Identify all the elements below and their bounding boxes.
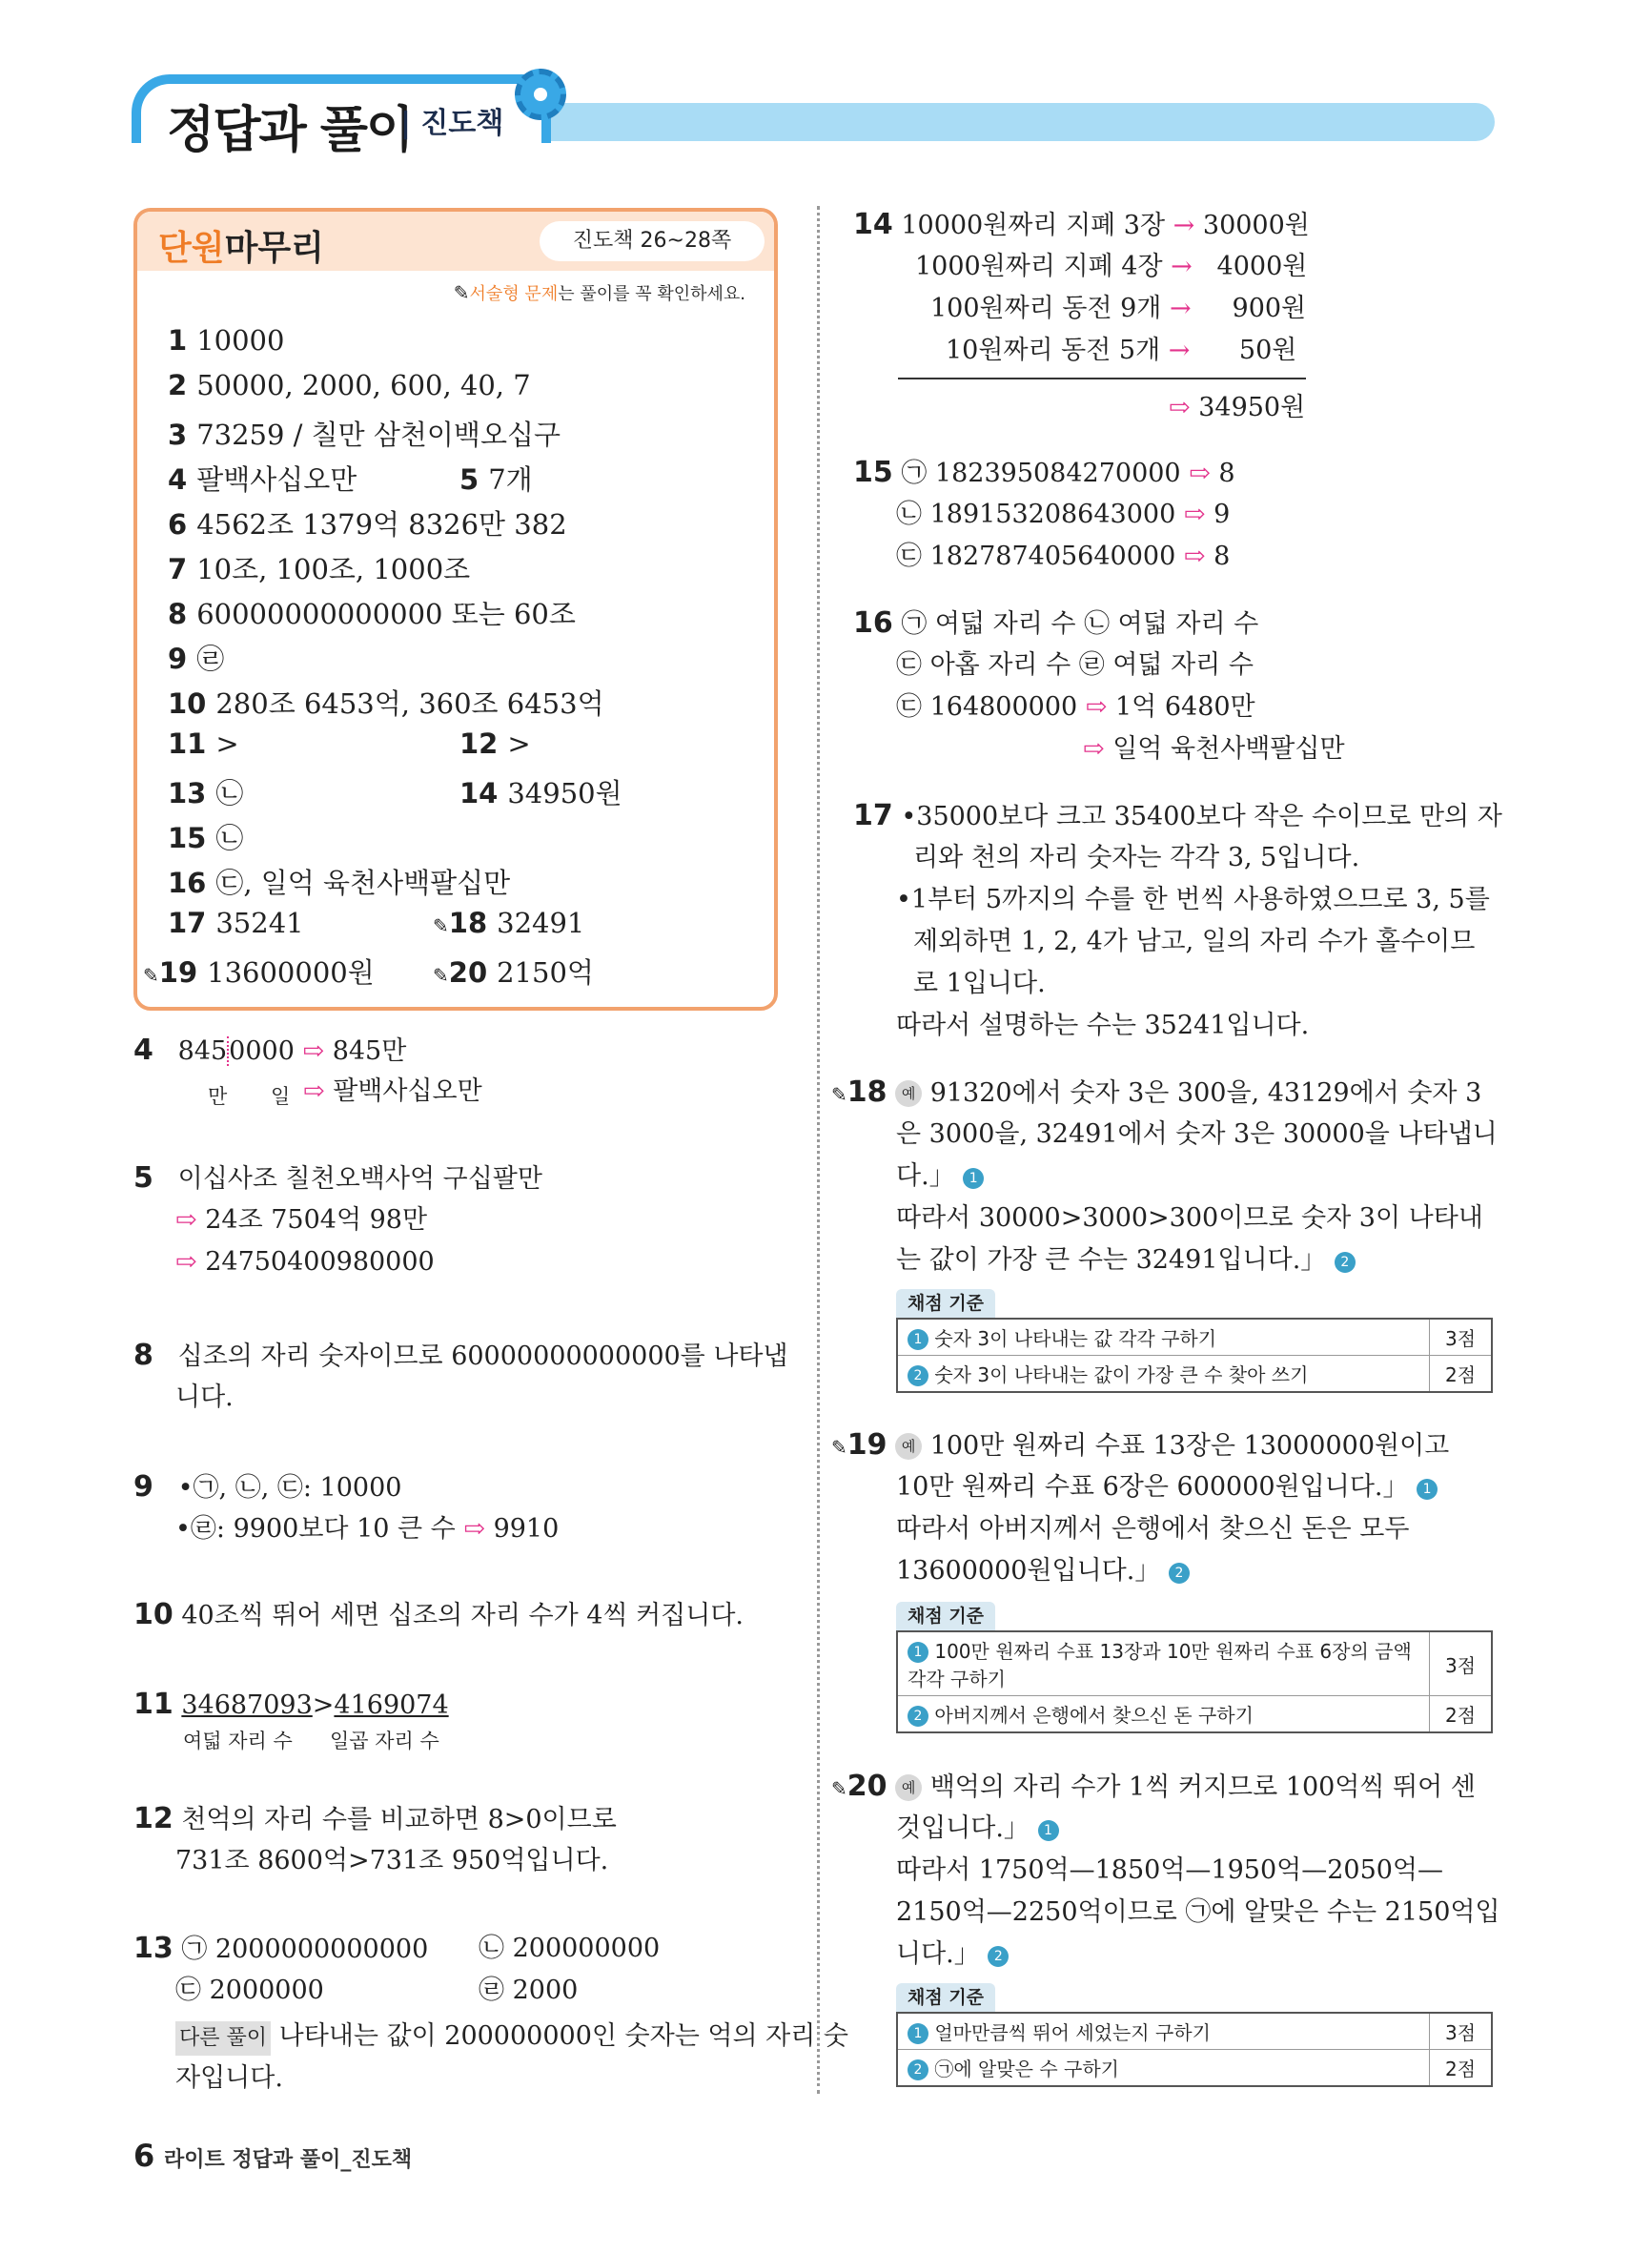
q16-line3 (896, 690, 1255, 725)
q18-line-step (896, 1243, 1356, 1278)
question-number: 4 (133, 1034, 153, 1067)
question-number: 19 (846, 1428, 887, 1462)
question-number: 9 (133, 1470, 153, 1504)
solution-5-line2 (175, 1203, 427, 1238)
score-label: 채점 기준 (896, 1289, 995, 1318)
q12-line1: 천억의 자리 수를 비교하면 8>0이므로 (181, 1805, 617, 1834)
solution-18 (831, 1075, 1481, 1112)
summary-title-b: 마무리 (224, 229, 324, 268)
score-points: 3점 (1444, 1653, 1477, 1677)
q5-words: 이십사조 칠천오백사억 구십팔만 (177, 1164, 542, 1194)
q14-total (1169, 391, 1305, 425)
pencil-icon: ✎ (831, 1083, 847, 1106)
note-highlight: 서술형 문제 (469, 284, 559, 304)
q19-line: 10만 원짜리 수표 6장은 600000원입니다.」 (896, 1472, 1409, 1502)
answer-row: 1 10000 (168, 324, 285, 357)
answer-row: 3 73259 / 칠만 삼천이백오십구 (168, 419, 561, 451)
score-points: 2점 (1444, 1363, 1477, 1386)
q11-label-b: 일곱 자리 수 (330, 1730, 439, 1752)
q11-a: 34687093 (181, 1690, 313, 1720)
score-table-18 (896, 1318, 1493, 1393)
q19-line-step (896, 1470, 1438, 1505)
q8-line1: 십조의 자리 숫자이므로 60000000000000를 나타냅 (177, 1342, 788, 1371)
q5-digits: 24750400980000 (205, 1247, 435, 1277)
answer-row: ✎18 32491 (433, 907, 585, 939)
q8-line2: 니다. (175, 1383, 234, 1412)
score-points: 3점 (1444, 2021, 1477, 2044)
arrow-icon: ⇨ (1183, 542, 1206, 571)
solution-4-line2 (303, 1075, 482, 1109)
q14-value: 4000원 (1216, 252, 1308, 281)
q15-row-text: ㉢ 182787405640000 (896, 542, 1176, 571)
arrow-icon: ⇨ (1169, 393, 1191, 422)
q4-part-a: 845 (177, 1036, 228, 1066)
score-desc: 아버지께서 은행에서 찾으신 돈 구하기 (934, 1704, 1254, 1727)
q16-number: ㉢ 164800000 (896, 692, 1078, 722)
solution-19 (831, 1428, 1449, 1464)
score-row (898, 2049, 1491, 2085)
score-points: 2점 (1444, 2058, 1477, 2080)
arrow-icon: → (1168, 336, 1191, 365)
step-1-icon: 1 (963, 1168, 984, 1189)
arrow-icon: ⇨ (1189, 459, 1211, 488)
question-number: 10 (133, 1598, 173, 1631)
solution-5-line3 (175, 1245, 435, 1280)
solution-4 (133, 1034, 406, 1069)
step-2-icon: 2 (1169, 1563, 1190, 1584)
question-number: 13 (133, 1932, 173, 1965)
q14-line: 10원짜리 동전 5개 (946, 336, 1161, 365)
solution-13 (133, 1932, 428, 1967)
q9-line2: •㉣: 9900보다 10 큰 수 (175, 1514, 456, 1544)
page-reference: 진도책 26~28쪽 (540, 221, 765, 261)
q16-words: 일억 육천사백팔십만 (1112, 734, 1345, 764)
unit-summary-box (133, 208, 778, 1011)
q15-row (896, 498, 1230, 532)
pencil-icon: ✎ (831, 1777, 847, 1800)
gear-icon (515, 69, 566, 120)
question-number: 5 (133, 1161, 153, 1195)
arrow-icon: ⇨ (175, 1205, 197, 1235)
summary-header (137, 212, 774, 271)
q10-text: 40조씩 뛰어 세면 십조의 자리 수가 4씩 커집니다. (181, 1601, 744, 1630)
arrow-icon: ⇨ (302, 1036, 325, 1066)
answer-row: 8 60000000000000 또는 60조 (168, 598, 576, 630)
answer-row: ✎20 2150억 (433, 956, 594, 989)
step-2-icon: 2 (908, 2059, 928, 2080)
q18-line: 는 값이 가장 큰 수는 32491입니다.」 (896, 1245, 1327, 1275)
solution-9-line2 (175, 1512, 559, 1546)
pencil-icon: ✎ (433, 964, 449, 987)
arrow-icon: ⇨ (463, 1514, 485, 1544)
question-number: 15 (853, 456, 893, 489)
step-1-icon: 1 (908, 1642, 928, 1663)
q19-line: 따라서 아버지께서 은행에서 찾으신 돈은 모두 (896, 1514, 1410, 1544)
score-label: 채점 기준 (896, 1602, 995, 1630)
answer-row: 7 10조, 100조, 1000조 (168, 553, 471, 585)
score-row (898, 1355, 1491, 1391)
q13-alt (175, 2019, 848, 2056)
place-label: 만 (208, 1085, 228, 1108)
example-badge: 예 (895, 1433, 922, 1460)
page-number: 6 (133, 2138, 155, 2174)
score-row (898, 1632, 1491, 1695)
q14-value: 900원 (1232, 294, 1307, 323)
q13-c: ㉢ 2000000 (175, 1976, 324, 2005)
answer-row: 6 4562조 1379억 8326만 382 (168, 508, 567, 541)
arrow-icon: ⇨ (1083, 734, 1105, 764)
score-desc: ㉠에 알맞은 수 구하기 (934, 2058, 1119, 2080)
q16-line1: ㉠ 여덟 자리 수 ㉡ 여덟 자리 수 (901, 609, 1259, 639)
arrow-icon: ⇨ (303, 1076, 325, 1106)
q13-alt-line1: 나타내는 값이 200000000인 숫자는 억의 자리 숫 (278, 2021, 848, 2051)
q20-line: 백억의 자리 수가 1씩 커지므로 100억씩 뛰어 센 (929, 1772, 1476, 1802)
question-number: 20 (846, 1770, 887, 1803)
score-desc: 100만 원짜리 수표 13장과 10만 원짜리 수표 6장의 금액 각각 구하기 (908, 1640, 1412, 1690)
step-2-icon: 2 (908, 1365, 928, 1386)
solution-10 (133, 1598, 744, 1633)
q13-b: ㉡ 200000000 (479, 1934, 661, 1963)
answer-row: ✎19 13600000원 (143, 956, 375, 989)
footer-text: 라이트 정답과 풀이_진도책 (164, 2148, 413, 2172)
score-table-19 (896, 1630, 1493, 1733)
answer-row: 9 ㉣ (168, 643, 225, 675)
arrow-icon: → (1169, 294, 1192, 323)
q18-line: 은 3000을, 32491에서 숫자 3은 30000을 나타냅니 (896, 1119, 1498, 1149)
q13-d: ㉣ 2000 (479, 1976, 579, 2005)
step-1-icon: 1 (1417, 1479, 1438, 1500)
q14-line: 1000원짜리 지폐 4장 (915, 252, 1163, 281)
q17-line: 로 1입니다. (913, 969, 1046, 998)
question-number: 16 (853, 606, 893, 640)
sum-line (898, 378, 1306, 379)
q20-line: 니다.」 (896, 1939, 980, 1969)
summary-note (454, 280, 745, 305)
q13-a: ㉠ 2000000000000 (181, 1935, 429, 1964)
q11-op: > (312, 1690, 335, 1720)
step-2-icon: 2 (988, 1946, 1009, 1967)
column-divider (817, 206, 820, 2094)
arrow-icon: → (1171, 252, 1193, 281)
q14-value: 50원 (1238, 336, 1297, 365)
solution-20 (831, 1770, 1476, 1806)
q15-result: 8 (1214, 542, 1231, 571)
q13-alt-line2: 자입니다. (175, 2063, 283, 2093)
solution-12 (133, 1802, 617, 1837)
answer-row: 14 34950원 (459, 777, 622, 809)
q4-words: 팔백사십오만 (333, 1076, 482, 1106)
question-number: 18 (846, 1075, 887, 1109)
q11-label-a: 여덟 자리 수 (183, 1730, 293, 1752)
answer-row: 16 ㉢, 일억 육천사백팔십만 (168, 867, 511, 899)
answer-row: 10 280조 6453억, 360조 6453억 (168, 687, 604, 720)
solution-8 (133, 1339, 788, 1374)
answer-row: 5 7개 (459, 463, 533, 496)
answer-row: 4 팔백사십오만 (168, 463, 357, 496)
answer-row: 17 35241 (168, 907, 304, 939)
solution-15 (853, 456, 1235, 491)
q14-line: 100원짜리 동전 9개 (930, 294, 1162, 323)
step-1-icon: 1 (1038, 1820, 1059, 1841)
solution-16 (853, 606, 1258, 642)
q17-line: 따라서 설명하는 수는 35241입니다. (896, 1011, 1310, 1040)
q20-line: 것입니다.」 (896, 1813, 1030, 1843)
q4-part-b: 0000 (229, 1036, 295, 1066)
pencil-icon: ✎ (433, 914, 449, 937)
q14-total-value: 34950원 (1198, 393, 1306, 422)
example-badge: 예 (895, 1080, 922, 1107)
step-2-icon: 2 (908, 1706, 928, 1727)
q9-result: 9910 (493, 1514, 560, 1544)
q14-line: 10000원짜리 지폐 3장 (901, 211, 1166, 240)
score-row (898, 1320, 1491, 1355)
step-1-icon: 1 (908, 1329, 928, 1350)
q17-line: •1부터 5까지의 수를 한 번씩 사용하였으므로 3, 5를 (896, 885, 1490, 914)
q19-line-step (896, 1554, 1190, 1588)
q16-line4 (1083, 732, 1345, 767)
score-row (898, 2014, 1491, 2049)
question-number: 12 (133, 1802, 173, 1835)
q20-line: 따라서 1750억—1850억—1950억—2050억— (896, 1855, 1444, 1885)
question-number: 17 (853, 799, 893, 832)
answer-row: 15 ㉡ (168, 822, 244, 854)
q20-line-step (896, 1812, 1059, 1846)
answer-row: 12 > (459, 727, 531, 760)
q16-mixed: 1억 6480만 (1115, 692, 1255, 722)
q11-b: 4169074 (334, 1690, 449, 1720)
question-number: 8 (133, 1339, 153, 1372)
answer-row: 11 > (168, 727, 239, 760)
q17-line: 제외하면 1, 2, 4가 남고, 일의 자리 수가 홀수이므 (913, 927, 1476, 956)
q15-row: ㉠ 182395084270000 (901, 459, 1181, 488)
q9-line1: •㉠, ㉡, ㉢: 10000 (177, 1473, 402, 1503)
arrow-icon: ⇨ (1183, 500, 1206, 529)
score-desc: 숫자 3이 나타내는 값 각각 구하기 (934, 1327, 1217, 1350)
score-desc: 숫자 3이 나타내는 값이 가장 큰 수 찾아 쓰기 (934, 1363, 1309, 1386)
q5-mixed: 24조 7504억 98만 (205, 1205, 428, 1235)
q15-row-text: ㉡ 189153208643000 (896, 500, 1176, 529)
q18-line-step (896, 1159, 984, 1194)
q18-line: 다.」 (896, 1161, 955, 1191)
q14-row (946, 334, 1296, 368)
q18-line: 91320에서 숫자 3은 300을, 43129에서 숫자 3 (929, 1078, 1482, 1108)
q20-line-step (896, 1937, 1009, 1972)
page-subtitle: | 진도책 (400, 107, 504, 140)
q12-line2: 731조 8600억>731조 950억입니다. (175, 1846, 609, 1875)
q20-line: 2150억—2250억이므로 ㉠에 알맞은 수는 2150억입 (896, 1897, 1500, 1927)
arrow-icon: → (1173, 211, 1195, 240)
summary-title (158, 221, 324, 270)
summary-title-a: 단원 (158, 229, 225, 268)
q19-line: 100만 원짜리 수표 13장은 13000000원이고 (929, 1431, 1450, 1461)
alt-solution-tag: 다른 풀이 (175, 2021, 271, 2056)
pencil-icon: ✎ (143, 964, 159, 987)
answer-row: 13 ㉡ (168, 777, 244, 809)
q14-value: 30000원 (1202, 211, 1310, 240)
solution-5 (133, 1161, 542, 1197)
step-2-icon: 2 (1335, 1252, 1356, 1273)
pencil-icon: ✎ (831, 1436, 847, 1459)
score-desc: 얼마만큼씩 뛰어 세었는지 구하기 (934, 2021, 1211, 2044)
solution-17 (853, 799, 1502, 834)
q14-row (930, 292, 1306, 326)
q15-row (896, 540, 1230, 574)
q15-result: 8 (1218, 459, 1235, 488)
q17-line: •35000보다 크고 35400보다 작은 수이므로 만의 자 (901, 802, 1502, 831)
q16-line2: ㉢ 아홉 자리 수 ㉣ 여덟 자리 수 (896, 650, 1254, 680)
q4-result: 845만 (332, 1036, 407, 1066)
place-label: 일 (271, 1085, 291, 1108)
solution-9 (133, 1470, 401, 1505)
example-badge: 예 (895, 1774, 922, 1801)
score-label: 채점 기준 (896, 1983, 995, 2012)
solution-14 (853, 208, 1310, 243)
arrow-icon: ⇨ (1085, 692, 1108, 722)
solution-11 (133, 1688, 449, 1723)
score-table-20 (896, 2012, 1493, 2087)
q14-row (915, 250, 1307, 284)
q18-line: 따라서 30000>3000>300이므로 숫자 3이 나타내 (896, 1203, 1483, 1233)
pencil-icon: ✎ (453, 281, 470, 304)
score-points: 2점 (1444, 1704, 1477, 1727)
score-points: 3점 (1444, 1327, 1477, 1350)
q17-line: 리와 천의 자리 숫자는 각각 3, 5입니다. (913, 843, 1360, 872)
answer-row: 2 50000, 2000, 600, 40, 7 (168, 369, 531, 401)
step-1-icon: 1 (908, 2023, 928, 2044)
note-text: 는 풀이를 꼭 확인하세요. (558, 284, 745, 304)
page-title: 정답과 풀이 (167, 102, 413, 159)
arrow-icon: ⇨ (175, 1247, 197, 1277)
question-number: 11 (133, 1688, 173, 1721)
q15-result: 9 (1214, 500, 1231, 529)
score-row (898, 1695, 1491, 1731)
question-number: 14 (853, 208, 893, 241)
q19-line: 13600000원입니다.」 (896, 1556, 1161, 1586)
